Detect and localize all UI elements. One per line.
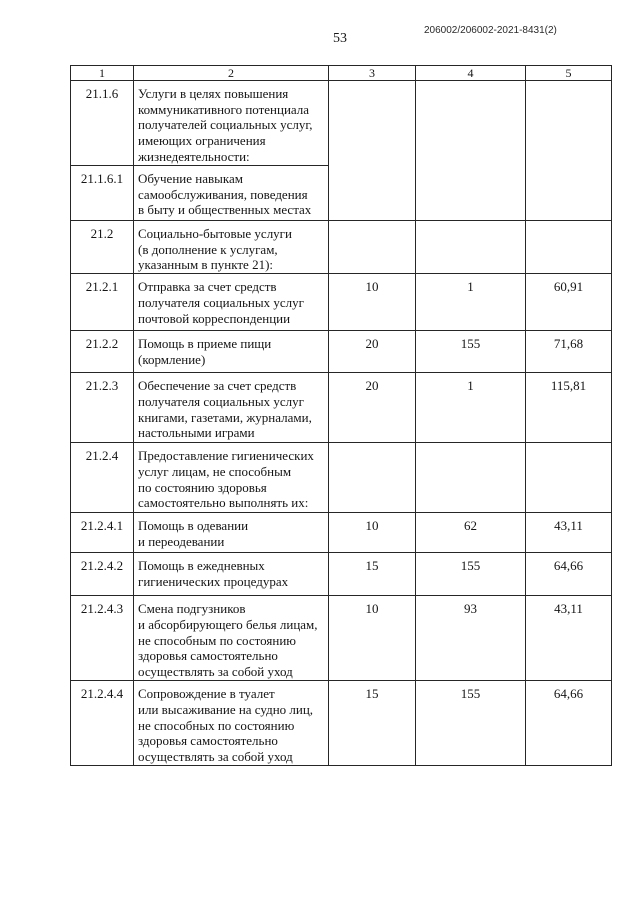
table-row (71, 81, 612, 166)
table-row (71, 274, 612, 331)
value-cell-col3: 10 (329, 274, 416, 331)
column-header-3: 3 (329, 66, 416, 81)
item-number-cell: 21.2.4.4 (71, 681, 134, 766)
service-name-cell: Обучение навыкам самообслуживания, поведения в быту и общественных местах (134, 166, 329, 221)
service-name-cell: Обеспечение за счет средств получателя социальных услуг книгами, газетами, журналами, настольными играми (134, 373, 329, 443)
value-cell-col5: 64,66 (526, 681, 612, 766)
value-cell-col3: 15 (329, 553, 416, 596)
item-number-cell: 21.2 (71, 221, 134, 274)
item-number-cell: 21.2.4 (71, 443, 134, 513)
service-name-cell: Смена подгузников и абсорбирующего белья лицам, не способным по состоянию здоровья самостоятельно осуществлять за собой уход (134, 596, 329, 681)
table-row (71, 681, 612, 766)
value-cell-col4: 155 (416, 681, 526, 766)
value-cell-col5: 115,81 (526, 373, 612, 443)
item-number-cell: 21.2.1 (71, 274, 134, 331)
value-cell-col5 (526, 81, 612, 221)
value-cell-col4: 1 (416, 274, 526, 331)
value-cell-col5: 64,66 (526, 553, 612, 596)
value-cell-col4: 1 (416, 373, 526, 443)
value-cell-col3: 20 (329, 373, 416, 443)
item-number-cell: 21.1.6 (71, 81, 134, 166)
service-name-cell: Помощь в одевании и переодевании (134, 513, 329, 553)
value-cell-col5: 60,91 (526, 274, 612, 331)
item-number-cell: 21.2.4.2 (71, 553, 134, 596)
services-table-container (70, 65, 612, 766)
value-cell-col5 (526, 221, 612, 274)
table-row (71, 373, 612, 443)
table-row (71, 596, 612, 681)
table-row (71, 331, 612, 373)
item-number-cell: 21.2.3 (71, 373, 134, 443)
value-cell-col4: 93 (416, 596, 526, 681)
value-cell-col4: 62 (416, 513, 526, 553)
service-name-cell: Помощь в приеме пищи (кормление) (134, 331, 329, 373)
service-name-cell: Помощь в ежедневных гигиенических процедурах (134, 553, 329, 596)
service-name-cell: Сопровождение в туалет или высаживание на судно лиц, не способных по состоянию здоровья самостоятельно осуществлять за собой уход (134, 681, 329, 766)
table-header-row (71, 66, 612, 81)
value-cell-col4 (416, 81, 526, 221)
value-cell-col3: 20 (329, 331, 416, 373)
column-header-4: 4 (416, 66, 526, 81)
service-name-cell: Предоставление гигиенических услуг лицам, не способным по состоянию здоровья самостоятельно выполнять их: (134, 443, 329, 513)
value-cell-col5: 43,11 (526, 513, 612, 553)
value-cell-col3: 15 (329, 681, 416, 766)
value-cell-col3 (329, 443, 416, 513)
page-number: 53 (333, 31, 347, 46)
table-row (71, 513, 612, 553)
column-header-5: 5 (526, 66, 612, 81)
item-number-cell: 21.1.6.1 (71, 166, 134, 221)
item-number-cell: 21.2.4.1 (71, 513, 134, 553)
service-name-cell: Социально-бытовые услуги (в дополнение к услугам, указанным в пункте 21): (134, 221, 329, 274)
column-header-1: 1 (71, 66, 134, 81)
value-cell-col3: 10 (329, 513, 416, 553)
value-cell-col3: 10 (329, 596, 416, 681)
value-cell-col4: 155 (416, 553, 526, 596)
item-number-cell: 21.2.4.3 (71, 596, 134, 681)
column-header-2: 2 (134, 66, 329, 81)
value-cell-col5 (526, 443, 612, 513)
services-table (70, 65, 612, 766)
value-cell-col5: 71,68 (526, 331, 612, 373)
value-cell-col3 (329, 81, 416, 221)
item-number-cell: 21.2.2 (71, 331, 134, 373)
table-row (71, 443, 612, 513)
value-cell-col3 (329, 221, 416, 274)
value-cell-col5: 43,11 (526, 596, 612, 681)
service-name-cell: Услуги в целях повышения коммуникативного потенциала получателей социальных услуг, имеющих ограничения жизнедеятельности: (134, 81, 329, 166)
value-cell-col4: 155 (416, 331, 526, 373)
value-cell-col4 (416, 443, 526, 513)
document-id: 206002/206002-2021-8431(2) (424, 25, 557, 36)
value-cell-col4 (416, 221, 526, 274)
table-row (71, 221, 612, 274)
service-name-cell: Отправка за счет средств получателя социальных услуг почтовой корреспонденции (134, 274, 329, 331)
table-row (71, 553, 612, 596)
